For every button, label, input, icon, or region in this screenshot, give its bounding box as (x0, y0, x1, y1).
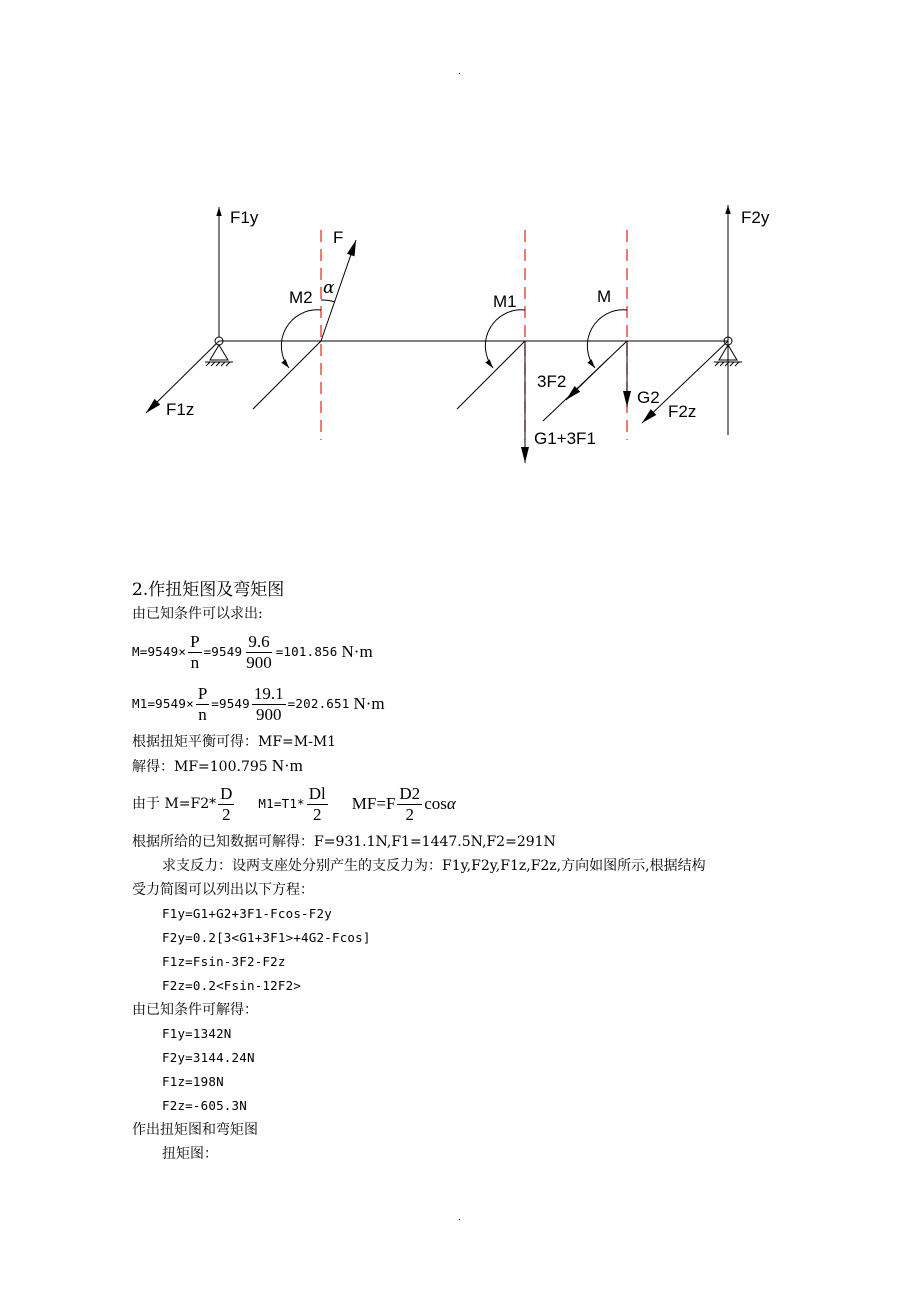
bottom-page-dot: . (458, 1212, 461, 1223)
equation-M: M=9549× $\frac{P}{n}$ =9549 $\frac{9.6}{900}$ =101.856 N·m (132, 631, 373, 672)
solved-intro-text: 由已知条件可解得： (132, 1002, 258, 1018)
force-diagram (0, 195, 920, 475)
F2y-label: F2y (741, 208, 770, 227)
G2-label: G2 (637, 388, 660, 407)
M1-label: M1 (493, 292, 517, 311)
red-centerlines (321, 230, 627, 440)
reaction-text-1: 求支反力：设两支座处分别产生的支反力为：F1y,F2y,F1z,F2z,方向如图所示,根据结构 (162, 858, 706, 874)
F2z-label: F2z (668, 402, 697, 421)
M-label: M (597, 287, 612, 306)
top-page-dot: . (458, 66, 461, 77)
F1z-label: F1z (166, 400, 195, 419)
M1-arc (485, 310, 525, 368)
known-data-text: 根据所给的已知数据可解得：F=931.1N,F1=1447.5N,F2=291N (132, 834, 556, 850)
F1y-label: F1y (230, 208, 259, 227)
3F2-label: 3F2 (537, 372, 567, 391)
alpha-label: α (323, 278, 335, 298)
3F2-arrow (566, 359, 608, 400)
result-line: F2y=3144.24N (162, 1050, 255, 1065)
shaft-diagonal-M1 (457, 341, 525, 409)
G1-3F1-label: G1+3F1 (534, 429, 596, 448)
equation-line: F1z=Fsin-3F2-F2z (162, 954, 286, 969)
F-label: F (333, 228, 344, 247)
draw-text: 作出扭矩图和弯矩图 (132, 1122, 258, 1138)
M2-label: M2 (289, 288, 313, 307)
equation-line: F2z=0.2<Fsin-12F2> (162, 978, 302, 993)
shaft-diagonal-F (253, 341, 321, 409)
equation-since: 由于 M=F2* $\frac{D}{2}$ M1=T1* $\frac{Dl}{2}$ MF=F $\frac{D2}{2}$ cos α (132, 783, 456, 824)
result-line: F1y=1342N (162, 1026, 232, 1041)
balance-text: 根据扭矩平衡可得：MF=M-M1 (132, 734, 337, 750)
solve-text: 解得：MF=100.795 N·m (132, 756, 303, 775)
intro-text: 由已知条件可以求出: (132, 606, 263, 622)
torque-diagram-label: 扭矩图： (162, 1146, 218, 1162)
result-line: F2z=-605.3N (162, 1098, 247, 1113)
document-body (132, 578, 832, 1166)
equation-line: F2y=0.2[3<G1+3F1>+4G2-Fcos] (162, 930, 371, 945)
alpha-arc (321, 300, 335, 302)
section-heading: 2.作扭矩图及弯矩图 (132, 580, 285, 600)
M2-arc (281, 310, 321, 368)
result-line: F1z=198N (162, 1074, 224, 1089)
reaction-text-2: 受力简图可以列出以下方程： (132, 882, 314, 898)
equation-line: F1y=G1+G2+3F1-Fcos-F2y (162, 906, 332, 921)
equation-M1: M1=9549× $\frac{P}{n}$ =9549 $\frac{19.1}{900}$ =202.651 N·m (132, 683, 385, 724)
